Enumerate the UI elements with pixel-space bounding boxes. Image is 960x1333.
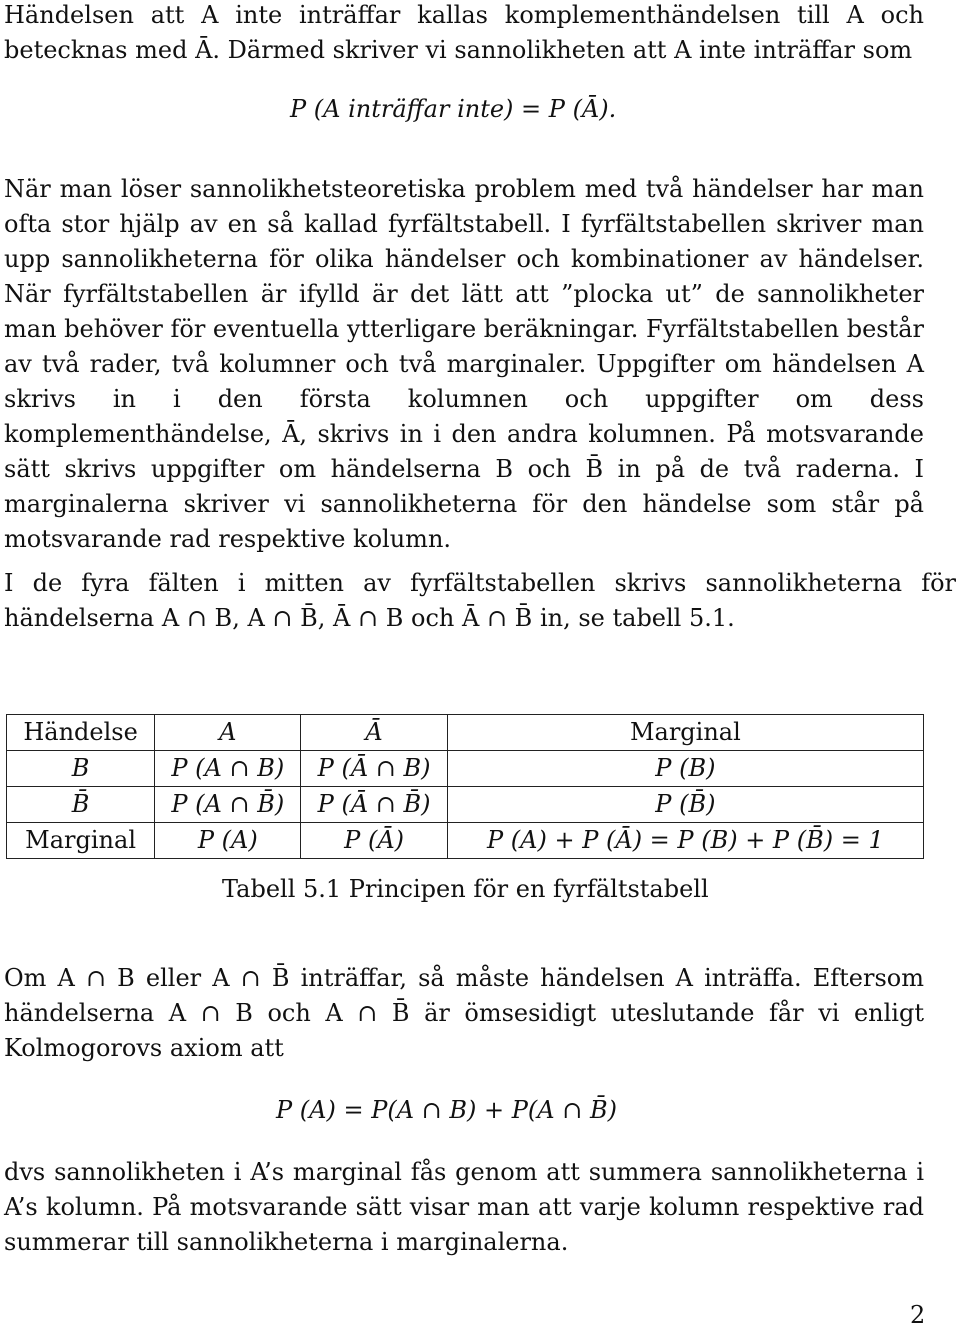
table-header-cell: Ā (301, 715, 447, 751)
table-cell: P (B̄) (447, 787, 923, 823)
table-header-cell: Händelse (7, 715, 155, 751)
table-header-cell: Marginal (447, 715, 923, 751)
paragraph-complement-definition: Händelsen att A inte inträffar kallas komplementhändelsen till A och betecknas med Ā. Därmed skriver vi sannolikheten att A inte inträffar som (4, 1, 924, 64)
table-cell: P (Ā) (301, 823, 447, 859)
table-cell: P (A ∩ B) (155, 751, 301, 787)
paragraph-four-fields: I de fyra fälten i mitten av fyrfältstabellen skrivs sannolikheterna för händelserna A ∩ B, A ∩ B̄, Ā ∩ B och Ā ∩ B̄ in, se tabell 5.1. (4, 569, 956, 632)
equation-complement-probability: P (A inträffar inte) = P (Ā). (290, 95, 617, 123)
paragraph-conclusion: dvs sannolikheten i A’s marginal fås genom att summera sannolikheterna i A’s kolumn. På motsvarande sätt visar man att varje kolumn respektive rad summerar till sannolikheterna i marginalerna. (4, 1158, 924, 1256)
table-cell: Marginal (7, 823, 155, 859)
table-header-row (7, 715, 924, 751)
table-caption: Tabell 5.1 Principen för en fyrfältstabell (222, 875, 709, 903)
table-row (7, 787, 924, 823)
table-cell: P (Ā ∩ B̄) (301, 787, 447, 823)
paragraph-four-field-table-intro: När man löser sannolikhetsteoretiska problem med två händelser har man ofta stor hjälp av en så kallad fyrfältstabell. I fyrfältstabellen skriver man upp sannolikheterna för olika händelser och kombinationer av händelser. När fyrfältstabellen är ifylld är det lätt att ”plocka ut” de sannolikheter man behöver för eventuella ytterligare beräkningar. Fyrfältstabellen består av två rader, två kolumner och två marginaler. Uppgifter om händelsen A skrivs in i den första kolumnen och uppgifter om dess komplementhändelse, Ā, skrivs in i den andra kolumnen. På motsvarande sätt skrivs uppgifter om händelserna B och B̄ in på de två raderna. I marginalerna skriver vi sannolikheterna för den händelse som står på motsvarande rad respektive kolumn. (4, 175, 925, 553)
four-field-table (6, 714, 926, 859)
table-cell: P (A) + P (Ā) = P (B) + P (B̄) = 1 (447, 823, 923, 859)
equation-marginal-sum: P (A) = P(A ∩ B) + P(A ∩ B̄) (276, 1096, 617, 1124)
page-number: 2 (910, 1301, 926, 1329)
table-cell: P (A) (155, 823, 301, 859)
paragraph-kolmogorov: Om A ∩ B eller A ∩ B̄ inträffar, så måste händelsen A inträffa. Eftersom händelserna A ∩ B och A ∩ B̄ är ömsesidigt uteslutande får vi enligt Kolmogorovs axiom att (4, 964, 924, 1062)
table-row (7, 751, 924, 787)
table-cell: P (Ā ∩ B) (301, 751, 447, 787)
table-cell: P (A ∩ B̄) (155, 787, 301, 823)
table-header-cell: A (155, 715, 301, 751)
table-cell: P (B) (447, 751, 923, 787)
table-row (7, 823, 924, 859)
table-cell: B̄ (7, 787, 155, 823)
table-cell: B (7, 751, 155, 787)
